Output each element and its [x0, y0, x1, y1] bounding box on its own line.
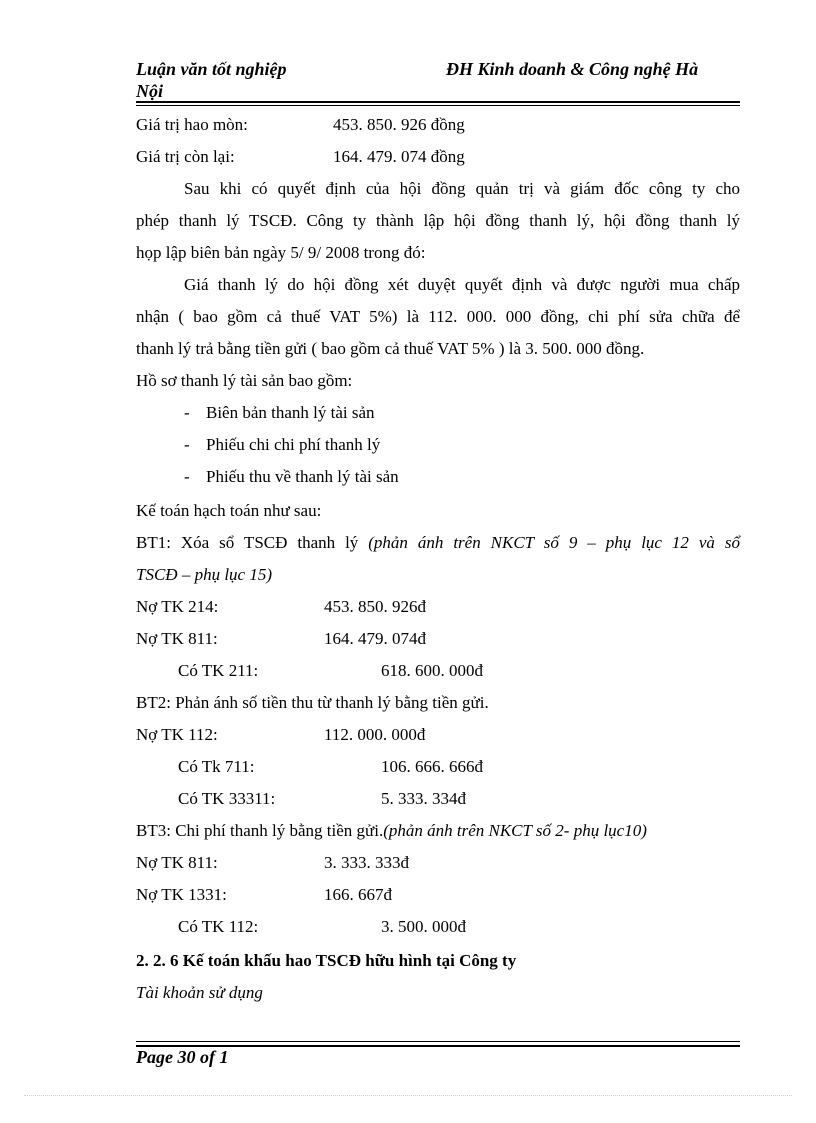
para1-line2: phép thanh lý TSCĐ. Công ty thành lập hội đồng thanh lý, hội đồng thanh lý [136, 211, 740, 230]
bt1-note: (phản ánh trên NKCT số 9 – phụ lục 12 và sổ [368, 533, 740, 552]
footer-rule-thin [136, 1041, 740, 1042]
entry-amount: 5. 333. 334đ [381, 789, 466, 808]
hao-mon-label: Giá trị hao mòn: [136, 115, 248, 134]
entry-amount: 106. 666. 666đ [381, 757, 483, 776]
entry-amount: 453. 850. 926đ [324, 597, 426, 616]
bullet-item [184, 401, 375, 425]
header-left-line1: Luận văn tốt nghiệp [136, 59, 287, 79]
entry-amount: 618. 600. 000đ [381, 661, 483, 680]
bullet-item [184, 433, 381, 457]
bullet-mark: - [184, 403, 190, 422]
entry-row [136, 595, 426, 619]
bt1-text: BT1: Xóa sổ TSCĐ thanh lý [136, 533, 369, 552]
bt1-note-line2: TSCĐ – phụ lục 15) [136, 565, 272, 584]
ketoan-title: Kế toán hạch toán như sau: [136, 501, 322, 520]
con-lai-label: Giá trị còn lại: [136, 147, 235, 166]
page-number: Page 30 of 1 [136, 1047, 229, 1067]
entry-amount: 166. 667đ [324, 885, 392, 904]
entry-account: Nợ TK 811: [136, 853, 218, 872]
hao-mon-value: 453. 850. 926 đồng [333, 115, 465, 134]
bt3-note: (phản ánh trên NKCT số 2- phụ lục10) [383, 821, 647, 840]
para1-line3: họp lập biên bản ngày 5/ 9/ 2008 trong đó: [136, 243, 426, 262]
entry-account: Có Tk 711: [178, 757, 255, 776]
entry-row [136, 851, 409, 875]
para2-line2: nhận ( bao gồm cả thuế VAT 5%) là 112. 000. 000 đồng, chi phí sửa chữa để [136, 307, 740, 326]
hoso-title: Hồ sơ thanh lý tài sản bao gồm: [136, 371, 353, 390]
para2-line1: Giá thanh lý do hội đồng xét duyệt quyết định và được người mua chấp [184, 275, 740, 294]
page-edge-divider [24, 1095, 792, 1096]
entry-account: Có TK 211: [178, 661, 259, 680]
entry-row [136, 627, 426, 651]
entry-account: Nợ TK 811: [136, 629, 218, 648]
bullet-text: Phiếu thu về thanh lý tài sản [206, 467, 399, 486]
entry-amount: 3. 333. 333đ [324, 853, 409, 872]
section-heading: 2. 2. 6 Kế toán khấu hao TSCĐ hữu hình tại Công ty [136, 951, 517, 970]
entry-row [178, 659, 483, 683]
entry-row [178, 755, 483, 779]
header-rule-thin [136, 105, 740, 106]
header-left [136, 58, 287, 102]
bt1-line [136, 531, 740, 555]
section-subheading: Tài khoản sử dụng [136, 983, 263, 1002]
para1-line1: Sau khi có quyết định của hội đồng quản trị và giám đốc công ty cho [184, 179, 740, 198]
con-lai-row [136, 145, 465, 169]
header-rule-thick [136, 101, 740, 103]
entry-row [178, 915, 466, 939]
bt3-line [136, 819, 647, 843]
bt2-text: BT2: Phản ánh số tiền thu từ thanh lý bằng tiền gửi. [136, 693, 489, 712]
entry-account: Có TK 33311: [178, 789, 276, 808]
bullet-item [184, 465, 399, 489]
header-right: ĐH Kinh doanh & Công nghệ Hà [446, 59, 699, 79]
entry-row [178, 787, 466, 811]
entry-account: Nợ TK 112: [136, 725, 218, 744]
bullet-text: Phiếu chi chi phí thanh lý [206, 435, 381, 454]
entry-row [136, 883, 392, 907]
bullet-mark: - [184, 467, 190, 486]
entry-account: Nợ TK 214: [136, 597, 219, 616]
entry-row [136, 723, 426, 747]
entry-account: Nợ TK 1331: [136, 885, 227, 904]
para2-line3: thanh lý trả bằng tiền gửi ( bao gồm cả thuế VAT 5% ) là 3. 500. 000 đồng. [136, 339, 645, 358]
entry-amount: 164. 479. 074đ [324, 629, 426, 648]
header-left-line2: Nội [136, 81, 163, 101]
bt3-text: BT3: Chi phí thanh lý bằng tiền gửi. [136, 821, 384, 840]
bullet-text: Biên bản thanh lý tài sản [206, 403, 375, 422]
entry-amount: 112. 000. 000đ [324, 725, 426, 744]
entry-amount: 3. 500. 000đ [381, 917, 466, 936]
hao-mon-row [136, 113, 465, 137]
con-lai-value: 164. 479. 074 đồng [333, 147, 465, 166]
entry-account: Có TK 112: [178, 917, 259, 936]
bullet-mark: - [184, 435, 190, 454]
